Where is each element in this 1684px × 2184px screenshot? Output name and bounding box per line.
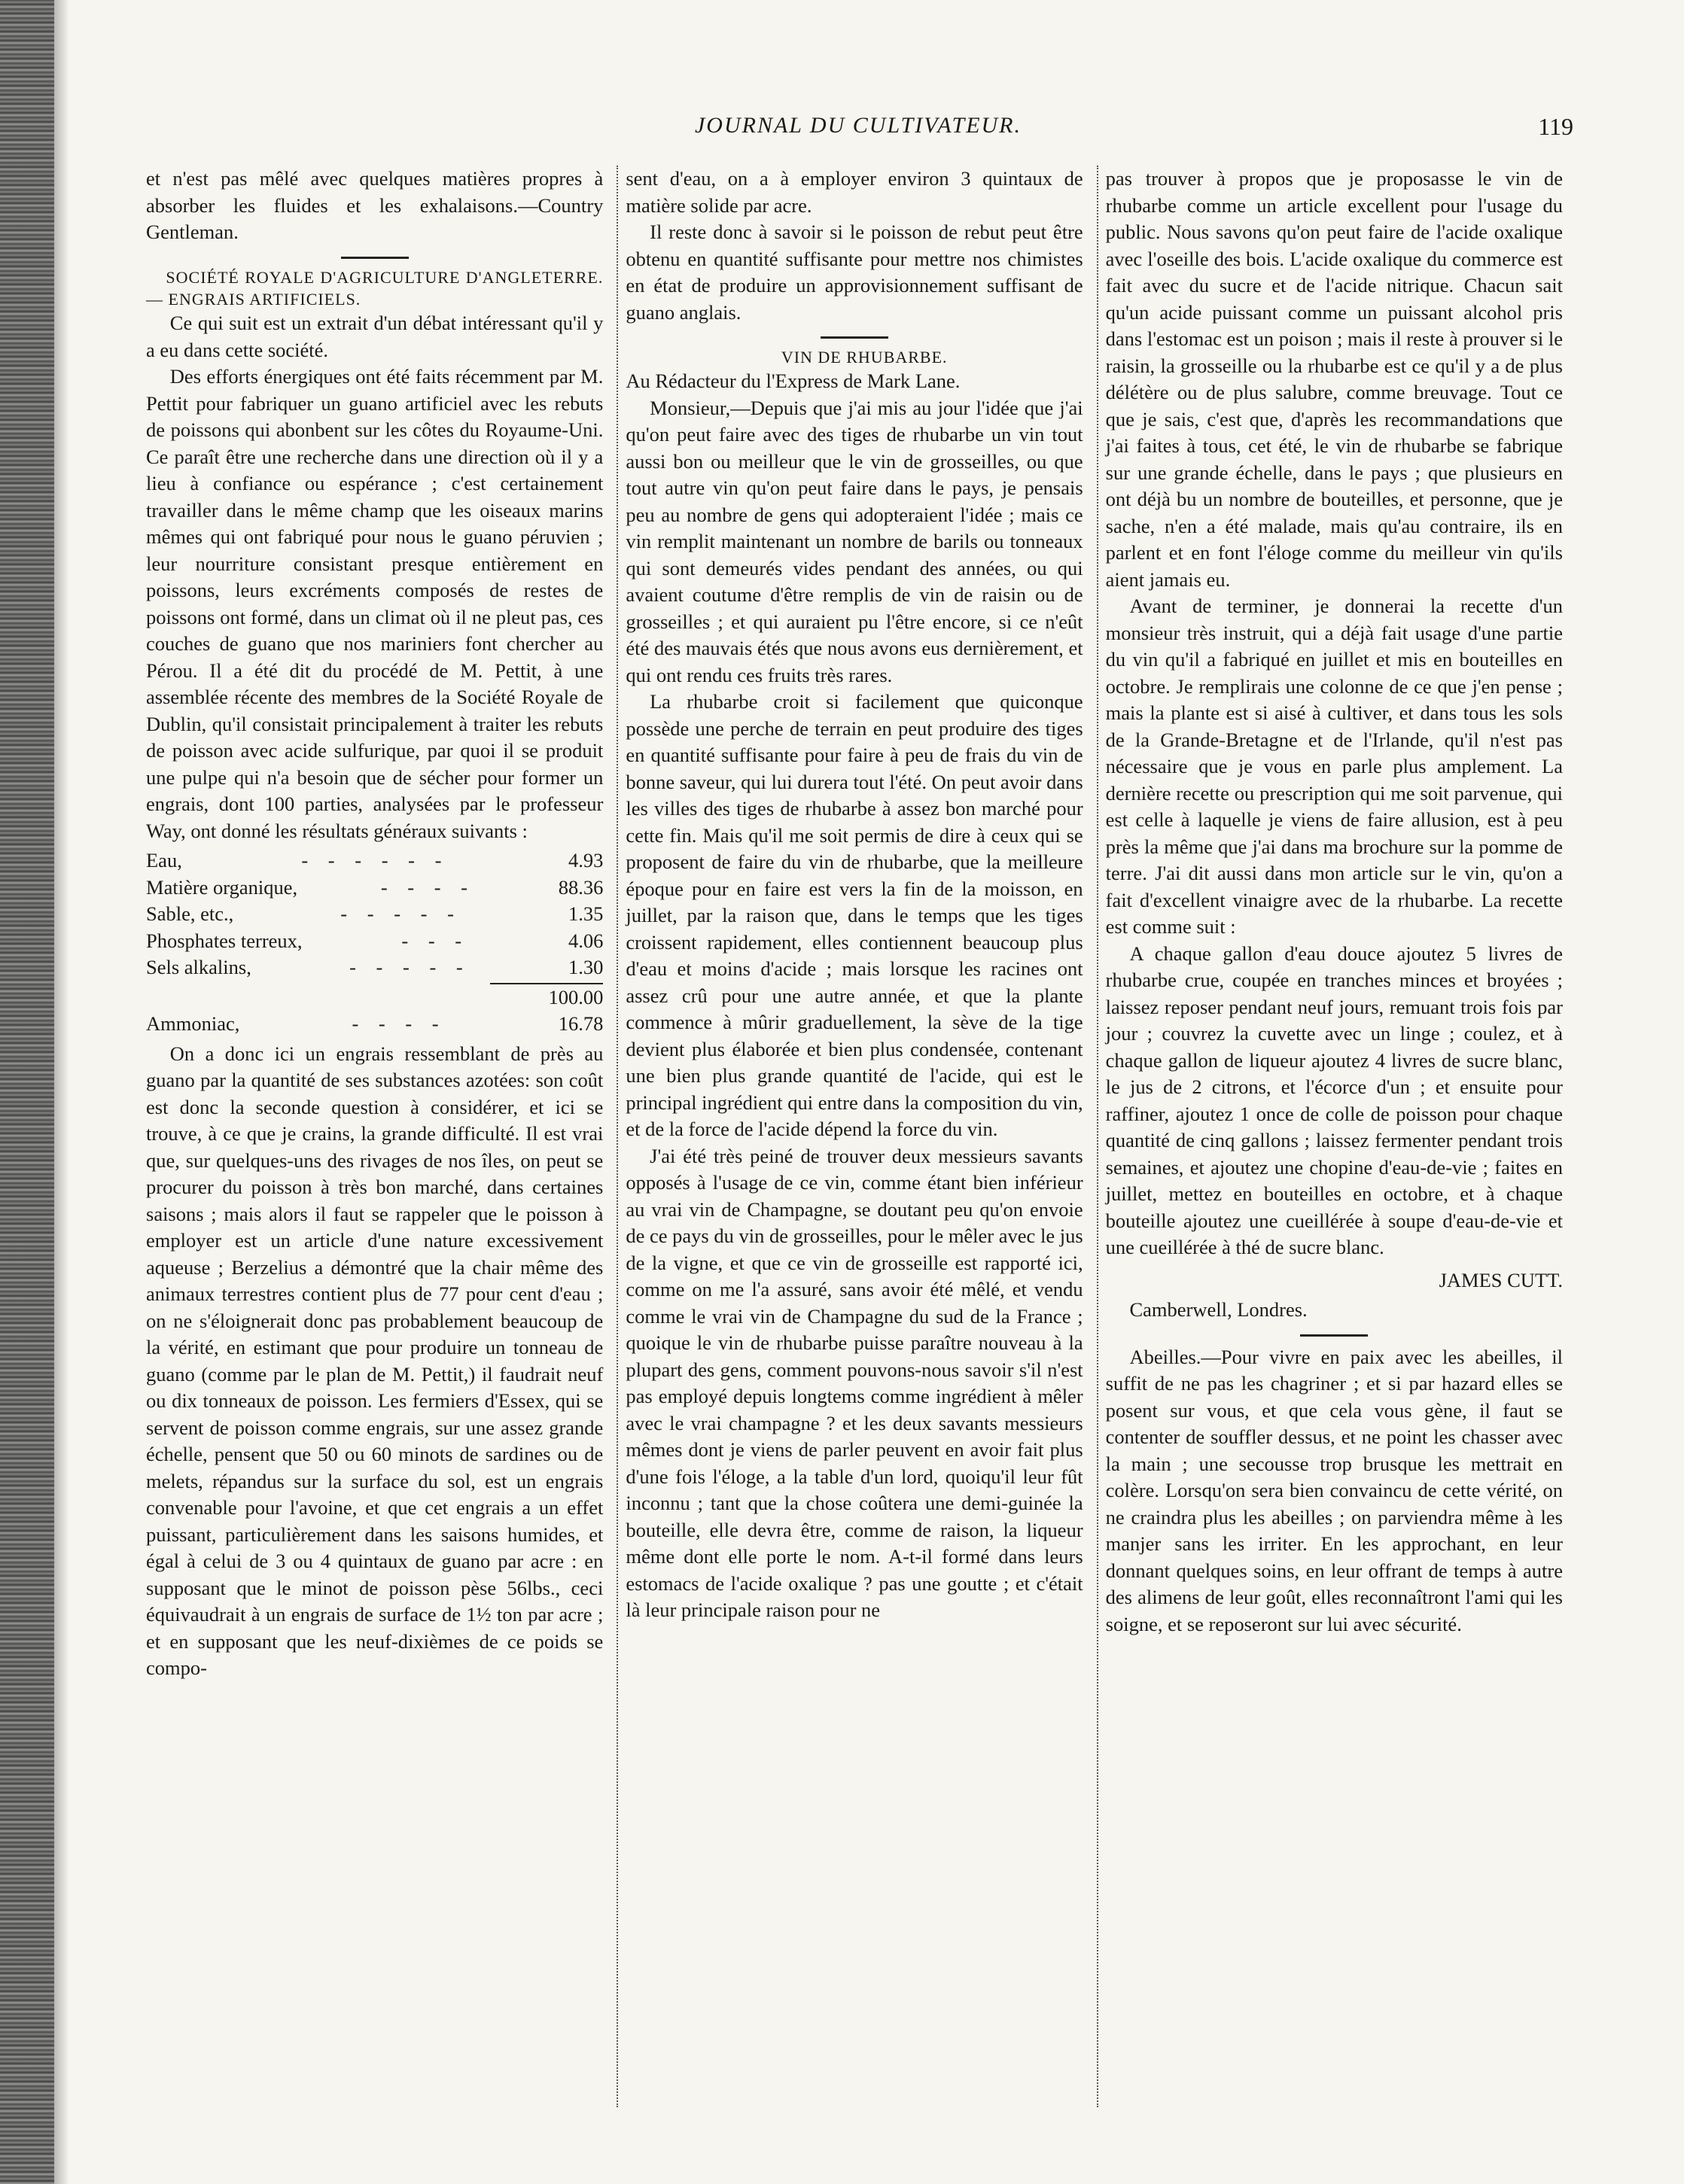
col3-paragraph-1: pas trouver à propos que je proposasse le vin de rhubarbe comme un article excellent pour l'usage du public. Nous savons qu'on peut faire de l'acide oxalique avec l'oseille des bois. L'acide oxalique du commerce est fait avec du sucre et de l'acide nitrique. Chacun sait qu'un acide puissant comme un puissant alcohol pris dans l'estomac est un poison ; mais il reste à prouver si le raisin, la grosseille ou la rhubarbe est ce qu'il y a de plus délétère ou de plus salubre, comme breuvage. Tout ce que je sais, c'est que, d'après les recommandations que j'ai faites à tous, cet été, le vin de rhubarbe se fabrique sur une grande échelle, dans le pays ; que plusieurs en ont déjà bu un nombre de bouteilles, et personne, que je sache, n'en a été malade, mais qu'au contraire, ils en parlent et en font l'éloge comme du meilleur vin qu'ils aient jamais eu. bbox=[1105, 167, 1563, 591]
total-row bbox=[146, 984, 603, 1011]
section-divider bbox=[1300, 1334, 1368, 1337]
row-value: 16.78 bbox=[558, 1012, 604, 1036]
col2-paragraph-1: sent d'eau, on a à employer environ 3 quintaux de matière solide par acre. bbox=[626, 167, 1083, 217]
row-label: Ammoniac, bbox=[146, 1012, 240, 1036]
row-value: 1.30 bbox=[568, 956, 604, 979]
leader-dashes: - - - - - - bbox=[301, 849, 449, 872]
col2-paragraph-5: J'ai été très peiné de trouver deux messieurs savants opposés à l'usage de ce vin, comme étant bien inférieur au vrai vin de Champagne, se doutant peu qu'on envoie de ce pays du vin de grosseilles, pour le mêler avec le jus de la vigne, et que ce vin de grosseille est rapporté ici, comme on me l'a assuré, sans avoir été mêlé, et vendu comme le vrai vin de Champagne du sud de la France ; quoique le vin de rhubarbe puisse paraître nouveau à la plupart des gens, comment pouvons-nous savoir s'il n'est pas employé depuis longtems comme ingrédient à mêler avec le vrai champagne ? et les deux savants messieurs mêmes dont je viens de parler peuvent en avoir fait plus d'une fois l'éloge, a la table d'un lord, quoiqu'il leur fût inconnu ; tant que la chose coûtera une demi-guinée la bouteille, elle devra être, comme de raison, la liqueur même dont elle porte le nom. A-t-il formé dans leurs estomacs de l'acide oxalique ? pas une goutte ; et c'était là leur principale raison pour ne bbox=[626, 1144, 1083, 1622]
col1-paragraph-3: Des efforts énergiques ont été faits récemment par M. Pettit pour fabriquer un guano artificiel avec les rebuts de poissons qui abonbent sur les côtes du Royaume-Uni. Ce paraît être une recherche dans une direction où il y a lieu à confiance ou espérance ; c'est certainement travailler dans le même champ que les oiseaux marins mêmes qui ont fabriqué pour nous le guano péruvien ; leur nourriture consistant presque entièrement en poissons, leurs excréments composés de restes de poissons ont formé, dans un climat où il ne pleut pas, ces couches de guano que nos mariniers font chercher au Pérou. Il a été dit du procédé de M. Pettit, à une assemblée récente des membres de la Société Royale de Dublin, qu'il consistait principalement à traiter les rebuts de poisson avec acide sulfurique, par quoi il se produit une pulpe qui n'a besoin que de sécher pour former un engrais, dont 100 parties, analysées par le professeur Way, ont donné les résultats généraux suivants : bbox=[146, 365, 604, 842]
leader-dashes: - - - - - bbox=[340, 902, 461, 926]
analysis-table bbox=[146, 847, 603, 1038]
column-2 bbox=[617, 166, 1086, 2107]
section-divider bbox=[821, 336, 888, 339]
col1-section-heading: SOCIÉTÉ ROYALE D'AGRICULTURE D'ANGLETERRE.— ENGRAIS ARTIFICIELS. bbox=[146, 267, 604, 309]
col1-paragraph-4: On a donc ici un engrais ressemblant de près au guano par la quantité de ses substances azotées: son coût est donc la seconde question à considérer, et ici se trouve, à ce que je crains, la grande difficulté. Il est vrai que, sur quelques-uns des rivages de nos îles, on peut se procurer du poisson à très bon marché, dans certaines saisons ; mais alors il faut se rappeler que le poisson à employer est un article d'une nature excessivement aqueuse ; Berzelius a démontré que la chair même des animaux terrestres contient plus de 77 pour cent d'eau ; on ne s'éloignerait donc pas probablement beaucoup de la vérité, en estimant que pour produire un tonneau de guano (comme par le plan de M. Pettit,) il faudrait neuf ou dix tonneaux de poisson. Les fermiers d'Essex, qui se servent de poisson comme engrais, sur une assez grande échelle, pensent que 50 ou 60 minots de sardines ou de melets, répandus sur la surface du sol, est un engrais convenable pour l'avoine, et que cet engrais a un effet puissant, particulièrement dans les saisons humides, et égal à celui de 3 ou 4 quintaux de guano par acre : en supposant que le minot de poisson pèse 56lbs., ceci équivaudrait à un engrais de surface de 1½ ton par acre ; et en supposant que les neuf-dixièmes de ce poids se compo- bbox=[146, 1042, 604, 1680]
row-value: 1.35 bbox=[568, 902, 604, 926]
row-label: Sels alkalins, bbox=[146, 956, 251, 979]
leader-dashes: - - - - bbox=[352, 1012, 446, 1036]
col2-paragraph-4: La rhubarbe croit si facilement que quiconque possède une perche de terrain en peut produire des tiges en quantité suffisante pour faire à peu de frais du vin de bonne saveur, qui lui durera tout l'été. On peut avoir dans les villes des tiges de rhubarbe à assez bon marché pour cette fin. Mais qu'il me soit permis de dire à ceux qui se proposent de faire du vin de rhubarbe, que la meilleure époque pour en faire est vers la fin de la moisson, en juillet, par la raison que, dans le temps que les tiges croissent rapidement, elles contiennent beaucoup plus d'eau et moins d'acide ; mais lorsque les racines ont assez crû pour une autre année, et que la plante commence à mûrir graduellement, la sève de la tige devient plus élaborée et bien plus condensée, contenant une bien plus grande quantité de l'acide, qui est le principal ingrédient qui entre dans la composition du vin, et de la force de l'acide dépend la force du vin. bbox=[626, 690, 1083, 1141]
table-row bbox=[146, 847, 603, 875]
row-value: 4.06 bbox=[568, 929, 604, 952]
leader-dashes: - - - - bbox=[380, 875, 476, 899]
col1-paragraph-2: Ce qui suit est un extrait d'un débat intéressant qu'il y a eu dans cette société. bbox=[146, 312, 604, 361]
signature: JAMES CUTT. bbox=[1439, 1268, 1563, 1291]
binding-shadow bbox=[54, 0, 69, 2184]
col2-section-heading: VIN DE RHUBARBE. bbox=[781, 348, 948, 367]
col3-paragraph-4: Abeilles.—Pour vivre en paix avec les abeilles, il suffit de ne pas les chagriner ; et si par hazard elles se posent sur vous, et que cela vous gène, il faut se contenter de souffler dessus, et ne point les chasser avec la main ; une secousse trop brusque les mettrait en colère. Lorsqu'on sera bien convaincu de cette vérité, on ne craindra plus les abeilles ; on parviendra même à les manjer sans les irriter. En les approchant, en leur donnant quelques soins, en leur offrant de temps à autre des alimens de leur goût, elles reconnaîtront l'ami qui les soigne, et se reposeront sur lui avec sécurité. bbox=[1105, 1345, 1563, 1635]
row-value: 88.36 bbox=[558, 875, 604, 899]
row-label: Sable, etc., bbox=[146, 902, 234, 926]
section-divider bbox=[341, 257, 409, 259]
table-row bbox=[146, 954, 603, 981]
ammoniac-row bbox=[146, 1011, 603, 1038]
text-columns bbox=[143, 166, 1566, 2107]
running-title: JOURNAL DU CULTIVATEUR. bbox=[694, 113, 1022, 138]
row-label: Eau, bbox=[146, 849, 182, 872]
table-row bbox=[146, 875, 603, 902]
table-row bbox=[146, 901, 603, 928]
col2-addressee: Au Rédacteur du l'Express de Mark Lane. bbox=[626, 370, 961, 393]
row-label: Phosphates terreux, bbox=[146, 929, 303, 952]
signature-place: Camberwell, Londres. bbox=[1129, 1298, 1308, 1321]
column-1 bbox=[143, 166, 606, 2107]
row-value: 4.93 bbox=[568, 849, 604, 872]
row-label: Matière organique, bbox=[146, 875, 298, 899]
col1-paragraph-1: et n'est pas mêlé avec quelques matières propres à absorber les fluides et les exhalaisons.—Country Gentleman. bbox=[146, 167, 604, 243]
page-binding-edge bbox=[0, 0, 54, 2184]
page-number: 119 bbox=[1538, 113, 1573, 140]
col2-paragraph-2: Il reste donc à savoir si le poisson de rebut peut être obtenu en quantité suffisante pour mettre nos chimistes en état de produire un approvisionnement suffisant de guano anglais. bbox=[626, 221, 1083, 324]
table-row bbox=[146, 928, 603, 955]
page-header bbox=[143, 113, 1573, 151]
leader-dashes: - - - bbox=[401, 929, 470, 952]
col3-paragraph-3: A chaque gallon d'eau douce ajoutez 5 livres de rhubarbe crue, coupée en tranches minces et broyées ; laissez reposer pendant neuf jours, remuant trois fois par jour ; couvrez la cuvette avec un linge ; coulez, et à chaque gallon de liqueur ajoutez 4 livres de sucre blanc, le jus de 2 citrons, et l'écorce d'un ; et ensuite pour raffiner, ajoutez 1 once de colle de poisson pour chaque quantité de cinq gallons ; laissez fermenter pendant trois semaines, et ajoutez une chopine d'eau-de-vie ; faites en juillet, mettez en bouteilles en octobre, et à chaque bouteille ajoutez une cueillérée à soupe d'eau-de-vie et une cueillérée à thé de sucre blanc. bbox=[1105, 941, 1563, 1258]
leader-dashes: - - - - - bbox=[349, 956, 470, 979]
column-3 bbox=[1097, 166, 1566, 2107]
col2-paragraph-3: Monsieur,—Depuis que j'ai mis au jour l'idée que j'ai qu'on peut faire avec des tiges de rhubarbe un vin tout aussi bon ou meilleur que le vin de grosseilles, ou que tout autre vin qu'on peut faire dans le pays, je pensais peu au nombre de gens qui adopteraient l'idée ; mais ce vin remplit maintenant un nombre de barils ou tonneaux qui sont demeurés vides pendant des années, ou qui avaient coutume d'être remplis de vin de raisin ou de grosseilles ; et qui auraient pu l'être encore, si ce n'eût été des mauvais étés que nous avons eus dernièrement, et qui ont rendu ces fruits très rares. bbox=[626, 396, 1083, 686]
col3-paragraph-2: Avant de terminer, je donnerai la recette d'un monsieur très instruit, qui a déjà fait usage d'une partie du vin qu'il a fabriqué en juillet et mis en bouteilles en octobre. Je remplirais une colonne de ce que j'en pense ; mais la plante est si aisé à cultiver, et dans tous les sols de la Grande-Bretagne et de l'Irlande, qu'il n'est pas nécessaire que je vous en parle plus amplement. La dernière recette ou prescription qui me soit parvenue, qui est celle à laquelle je viens de faire allusion, est à peu près la même que j'ai dans ma brochure sur la pomme de terre. J'ai dit aussi dans mon article sur le vin, qu'on a fait d'excellent vinaigre avec de la rhubarbe. La recette est comme suit : bbox=[1105, 595, 1563, 938]
total-value: 100.00 bbox=[548, 985, 604, 1008]
